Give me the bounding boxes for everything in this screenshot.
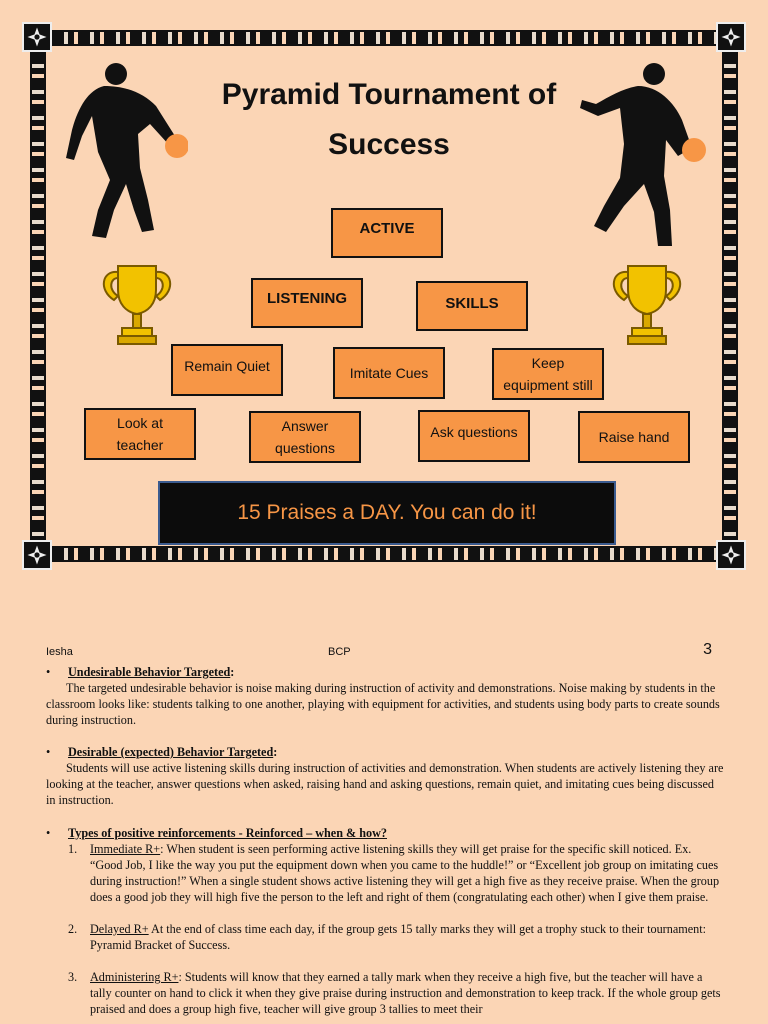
pyramid-box-label: Ask questions	[430, 424, 518, 440]
section-heading-text: Types of positive reinforcements - Reinforced – when & how?	[68, 826, 387, 840]
pyramid-box-imitate-cues	[333, 347, 445, 399]
pyramid-box-label: Raise hand	[598, 429, 670, 445]
list-item-number: 3.	[68, 970, 78, 984]
pyramid-box-active	[331, 208, 443, 258]
list-item	[46, 969, 724, 1017]
section-body: The targeted undesirable behavior is noise making during instruction of activity and demonstrations. Noise making by students in the classroom looks like: students talking to one another, playing with equipment for activities, and students using body parts to create sounds during instruction.	[46, 681, 720, 727]
list-item-number: 2.	[68, 922, 78, 936]
pyramid-box-label: Answer questions	[275, 418, 335, 456]
corner-ornament-icon	[716, 540, 746, 570]
section-desirable-behavior	[46, 744, 724, 808]
section-heading	[46, 664, 724, 680]
poster-border-right	[722, 52, 738, 540]
list-item-lead: Delayed R+	[90, 922, 149, 936]
heading-colon: :	[230, 665, 235, 679]
basketball-player-icon	[58, 60, 188, 242]
page-header	[46, 643, 718, 663]
poster-border-bottom	[52, 546, 716, 562]
poster	[22, 22, 746, 570]
praise-banner: 15 Praises a DAY. You can do it!	[158, 481, 616, 545]
section-positive-reinforcements	[46, 825, 724, 1017]
poster-title-line-1: Pyramid Tournament of	[221, 78, 557, 111]
section-heading-text: Desirable (expected) Behavior Targeted	[68, 745, 274, 759]
pyramid-box-look-at-teacher	[84, 408, 196, 460]
section-undesirable-behavior	[46, 664, 724, 728]
pyramid-box-raise-hand	[578, 411, 690, 463]
pyramid-box-label: ACTIVE	[359, 220, 415, 237]
pyramid-box-label: LISTENING	[266, 290, 347, 307]
course-code: BCP	[328, 646, 351, 658]
pyramid-box-ask-questions	[418, 410, 530, 462]
section-heading	[46, 744, 724, 760]
list-item-number: 1.	[68, 842, 78, 856]
list-item-lead: Immediate R+	[90, 842, 161, 856]
pyramid-box-keep-equipment-still	[492, 348, 604, 400]
section-heading-text: Undesirable Behavior Targeted	[68, 665, 231, 679]
list-item-text: : When student is seen performing active listening skills they will get praise for the specific skill noticed. Ex. “Good Job, I like the way you put the equipment down when you came to the huddle!” or “Excellent job group on imitating cues during instruction!” When a single student shows active listening they will get a high five as they receive praise. When the group does a good job they will high five the person to the left and right of them (congratulating each other) when I give them praise.	[90, 842, 720, 904]
section-body: Students will use active listening skills during instruction of activities and demonstration. When students are actively listening they are looking at the teacher, answer questions when asked, raising hand and asking questions, remain quiet, and imitating cues being discussed in instruction.	[46, 761, 724, 807]
list-item-text: : Students will know that they earned a tally mark when they receive a high five, but the teacher will have a tally counter on hand to click it when they give praise during instruction and demonstration to keep track. If the whole group gets praised and does a group high five, teacher will give group 3 tallies to meet their	[90, 970, 721, 1016]
poster-title-line-2: Success	[328, 128, 450, 161]
pyramid-box-label: Look at teacher	[116, 415, 164, 453]
corner-ornament-icon	[22, 22, 52, 52]
poster-title	[172, 70, 606, 170]
section-heading	[46, 825, 724, 841]
pyramid-box-label: Remain Quiet	[184, 358, 270, 374]
pyramid-box-answer-questions	[249, 411, 361, 463]
page-number: 3	[703, 641, 712, 658]
list-item-lead: Administering R+	[90, 970, 179, 984]
trophy-icon	[602, 260, 692, 350]
pyramid-box-skills	[416, 281, 528, 331]
author-name: Iesha	[46, 646, 73, 658]
heading-colon: :	[273, 745, 278, 759]
pyramid-box-remain-quiet	[171, 344, 283, 396]
list-item	[46, 841, 724, 905]
poster-border-left	[30, 52, 46, 540]
list-item-text: At the end of class time each day, if the group gets 15 tally marks they will get a trophy stuck to their tournament: Pyramid Bracket of Success.	[90, 922, 706, 952]
corner-ornament-icon	[22, 540, 52, 570]
list-item	[46, 921, 724, 953]
poster-border-top	[52, 30, 716, 46]
trophy-icon	[92, 260, 182, 350]
pyramid-box-label: Keep equipment still	[503, 355, 593, 393]
corner-ornament-icon	[716, 22, 746, 52]
pyramid-box-label: Imitate Cues	[349, 365, 429, 381]
pyramid-box-label: SKILLS	[445, 295, 499, 312]
pyramid-box-listening	[251, 278, 363, 328]
